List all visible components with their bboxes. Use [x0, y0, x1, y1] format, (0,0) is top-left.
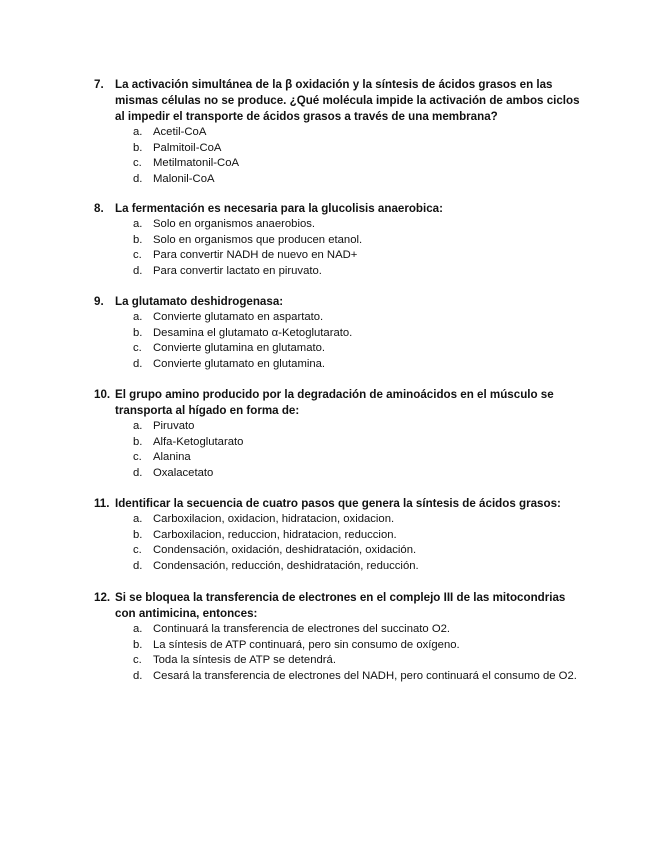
option-text: Acetil-CoA — [153, 126, 207, 138]
option-letter: c. — [133, 157, 142, 170]
question-8 — [0, 201, 655, 279]
option-list — [0, 310, 655, 372]
option-item — [0, 233, 583, 249]
question-9 — [0, 294, 655, 372]
option-letter: b. — [133, 141, 143, 154]
option-letter: a. — [133, 420, 143, 432]
question-text: 7. La activación simultánea de la β oxidación y la síntesis de ácidos grasos en las mismas células no se produce. ¿Qué molécula impide la activación de ambos ciclos al impedir el transporte de ácidos grasos a través de una membrana? — [94, 78, 580, 123]
option-letter: b. — [133, 528, 143, 541]
option-item — [0, 622, 583, 638]
option-letter: c. — [133, 249, 142, 262]
option-letter: c. — [133, 451, 142, 464]
option-item — [0, 435, 583, 451]
option-item — [0, 310, 583, 326]
option-text: Piruvato — [153, 420, 195, 432]
option-letter: d. — [133, 669, 143, 682]
option-text: Condensación, reducción, deshidratación, reducción. — [153, 559, 419, 572]
option-letter: d. — [133, 357, 143, 370]
option-text: Carboxilacion, reduccion, hidratacion, reduccion. — [153, 528, 397, 541]
option-item — [0, 141, 583, 157]
option-item — [0, 528, 583, 544]
option-text: Continuará la transferencia de electrones del succinato O2. — [153, 623, 451, 635]
option-item — [0, 669, 583, 685]
question-number: 12. — [94, 591, 111, 604]
option-text: Alanina — [153, 451, 191, 464]
question-number: 9. — [94, 295, 104, 308]
option-letter: c. — [133, 654, 142, 667]
option-list — [0, 419, 655, 481]
option-text: Metilmatonil-CoA — [153, 157, 240, 170]
option-item — [0, 357, 583, 373]
option-letter: d. — [133, 264, 143, 277]
option-letter: d. — [133, 172, 143, 185]
option-text: Oxalacetato — [153, 466, 214, 479]
option-item — [0, 419, 583, 435]
option-text: Palmitoil-CoA — [153, 141, 222, 154]
option-item — [0, 156, 583, 172]
option-text: Cesará la transferencia de electrones del NADH, pero continuará el consumo de O2. — [153, 669, 577, 682]
question-text: 10. El grupo amino producido por la degradación de aminoácidos en el músculo se transporta al hígado en forma de: — [94, 388, 554, 417]
option-item — [0, 512, 583, 528]
option-list — [0, 622, 655, 684]
option-text: Convierte glutamina en glutamato. — [153, 342, 326, 355]
question-text: 8. La fermentación es necesaria para la glucolisis anaerobica: — [94, 202, 443, 215]
option-item — [0, 653, 583, 669]
question-11 — [0, 496, 655, 574]
option-letter: d. — [133, 466, 143, 479]
option-list — [0, 512, 655, 574]
option-item — [0, 638, 583, 654]
option-item — [0, 559, 583, 575]
question-7 — [0, 77, 655, 187]
option-letter: a. — [133, 126, 143, 138]
question-12 — [0, 590, 655, 684]
option-text: Para convertir lactato en piruvato. — [153, 264, 322, 277]
option-letter: a. — [133, 311, 143, 323]
option-text: Para convertir NADH de nuevo en NAD+ — [153, 249, 358, 262]
option-text: Convierte glutamato en aspartato. — [153, 311, 324, 323]
option-letter: b. — [133, 435, 143, 448]
question-number: 10. — [94, 388, 111, 401]
option-letter: b. — [133, 638, 143, 651]
option-text: Malonil-CoA — [153, 172, 215, 185]
option-item — [0, 248, 583, 264]
option-item — [0, 217, 583, 233]
option-text: Desamina el glutamato α-Ketoglutarato. — [153, 326, 353, 339]
question-text: 9. La glutamato deshidrogenasa: — [94, 295, 284, 308]
option-letter: d. — [133, 559, 143, 572]
option-list — [0, 125, 655, 187]
option-letter: a. — [133, 513, 143, 525]
option-text: La síntesis de ATP continuará, pero sin consumo de oxígeno. — [153, 638, 460, 651]
question-text: 12. Si se bloquea la transferencia de electrones en el complejo III de las mitocondrias con antimicina, entonces: — [94, 591, 566, 620]
question-number: 11. — [94, 497, 110, 510]
option-letter: c. — [133, 544, 142, 557]
option-text: Convierte glutamato en glutamina. — [153, 357, 326, 370]
question-10 — [0, 387, 655, 481]
question-number: 8. — [94, 202, 104, 215]
question-number: 7. — [94, 78, 104, 91]
option-text: Solo en organismos anaerobios. — [153, 218, 316, 230]
option-letter: a. — [133, 218, 143, 230]
option-text: Toda la síntesis de ATP se detendrá. — [153, 654, 336, 667]
option-letter: a. — [133, 623, 143, 635]
question-text: 11. Identificar la secuencia de cuatro pasos que genera la síntesis de ácidos grasos: — [94, 497, 561, 510]
option-text: Alfa-Ketoglutarato — [153, 435, 244, 448]
option-text: Solo en organismos que producen etanol. — [153, 233, 363, 246]
option-list — [0, 217, 655, 279]
option-item — [0, 466, 583, 482]
option-letter: b. — [133, 233, 143, 246]
option-letter: b. — [133, 326, 143, 339]
option-item — [0, 341, 583, 357]
option-item — [0, 326, 583, 342]
option-item — [0, 264, 583, 280]
option-letter: c. — [133, 342, 142, 355]
option-text: Carboxilacion, oxidacion, hidratacion, oxidacion. — [153, 513, 395, 525]
option-item — [0, 125, 583, 141]
option-text: Condensación, oxidación, deshidratación, oxidación. — [153, 544, 417, 557]
option-item — [0, 172, 583, 188]
option-item — [0, 543, 583, 559]
option-item — [0, 450, 583, 466]
